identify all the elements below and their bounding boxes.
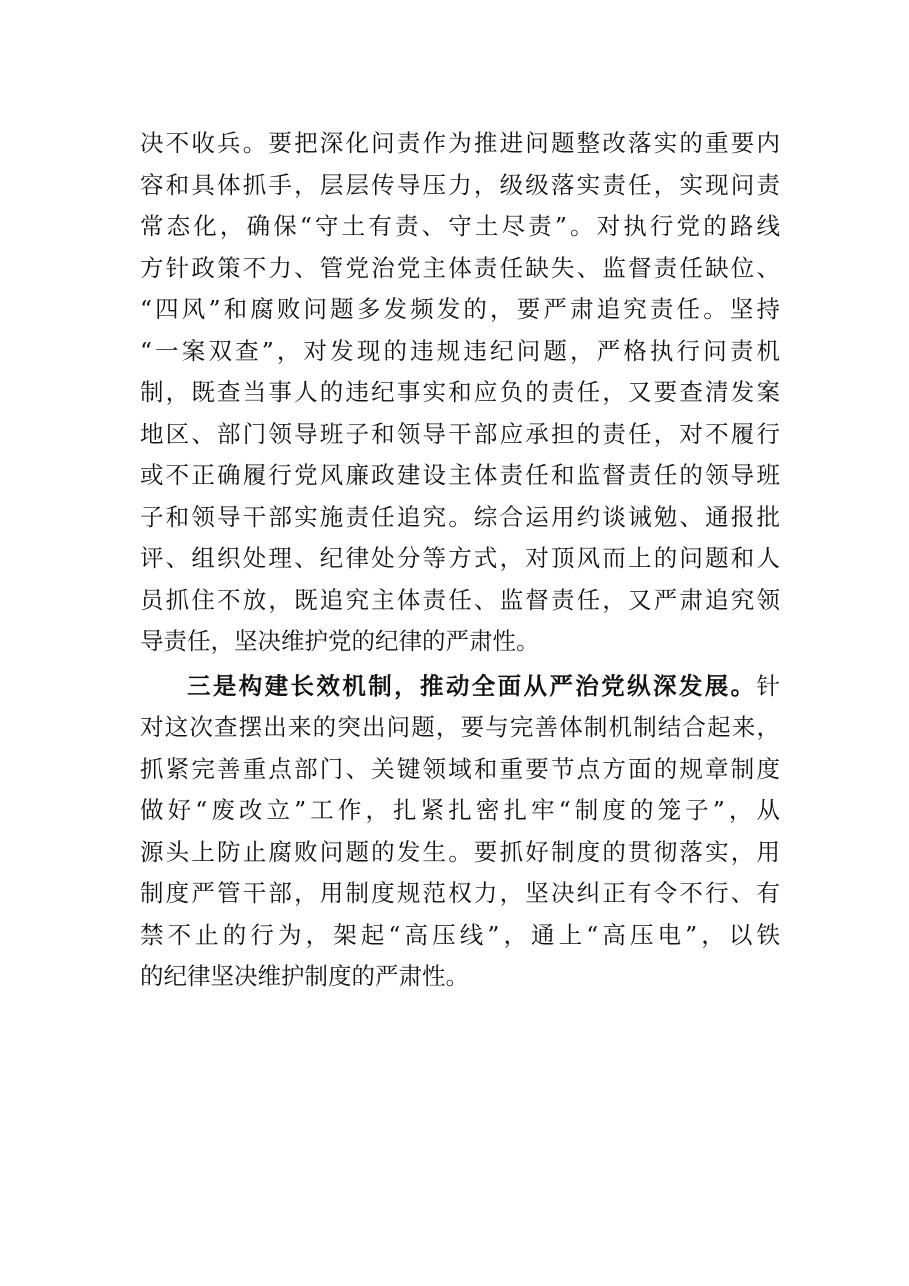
- text-line: 导责任，坚决维护党的纪律的严肃性。: [140, 627, 540, 655]
- text-line: 或不正确履行党风廉政建设主体责任和监督责任的领导班: [140, 461, 780, 489]
- text-line: “四风”和腐败问题多发频发的，要严肃追究责任。坚持: [140, 295, 780, 323]
- text-line: “一案双查”，对发现的违规违纪问题，严格执行问责机: [140, 336, 780, 365]
- text-line: 常态化，确保“守土有责、守土尽责”。对执行党的路线: [140, 212, 780, 240]
- text-line: 源头上防止腐败问题的发生。要抓好制度的贯彻落实，用: [140, 837, 780, 866]
- text-line: 评、组织处理、纪律处分等方式，对顶风而上的问题和人: [140, 544, 780, 572]
- section-heading: 三是构建长效机制，推动全面从严治党纵深发展。: [187, 671, 757, 700]
- text-run: 针: [756, 671, 780, 700]
- text-line: 制，既查当事人的违纪事实和应负的责任，又要查清发案: [140, 378, 780, 406]
- text-line: 制度严管干部，用制度规范权力，坚决纠正有令不行、有: [140, 879, 780, 907]
- text-line: 容和具体抓手，层层传导压力，级级落实责任，实现问责: [140, 170, 780, 199]
- text-line: 的纪律坚决维护制度的严肃性。: [140, 962, 469, 990]
- text-line: 禁不止的行为，架起“高压线”，通上“高压电”，以铁: [140, 920, 780, 949]
- text-line: 方针政策不力、管党治党主体责任缺失、监督责任缺位、: [140, 253, 780, 282]
- paragraph-long-term-mechanism: [140, 666, 780, 998]
- text-line: 对这次查摆出来的突出问题，要与完善体制机制结合起来，: [140, 713, 780, 741]
- paragraph-first-line: [140, 666, 780, 708]
- text-line: 子和领导干部实施责任追究。综合运用约谈诫勉、通报批: [140, 502, 780, 531]
- paragraph-accountability: [140, 123, 780, 663]
- text-line: 抓紧完善重点部门、关键领域和重要节点方面的规章制度: [140, 754, 780, 783]
- text-line: 地区、部门领导班子和领导干部应承担的责任，对不履行: [140, 419, 780, 448]
- text-line: 做好“废改立”工作，扎紧扎密扎牢“制度的笼子”，从: [140, 796, 780, 824]
- text-line: 决不收兵。要把深化问责作为推进问题整改落实的重要内: [140, 129, 780, 157]
- text-line: 员抓住不放，既追究主体责任、监督责任，又严肃追究领: [140, 585, 780, 614]
- document-body: [140, 123, 780, 998]
